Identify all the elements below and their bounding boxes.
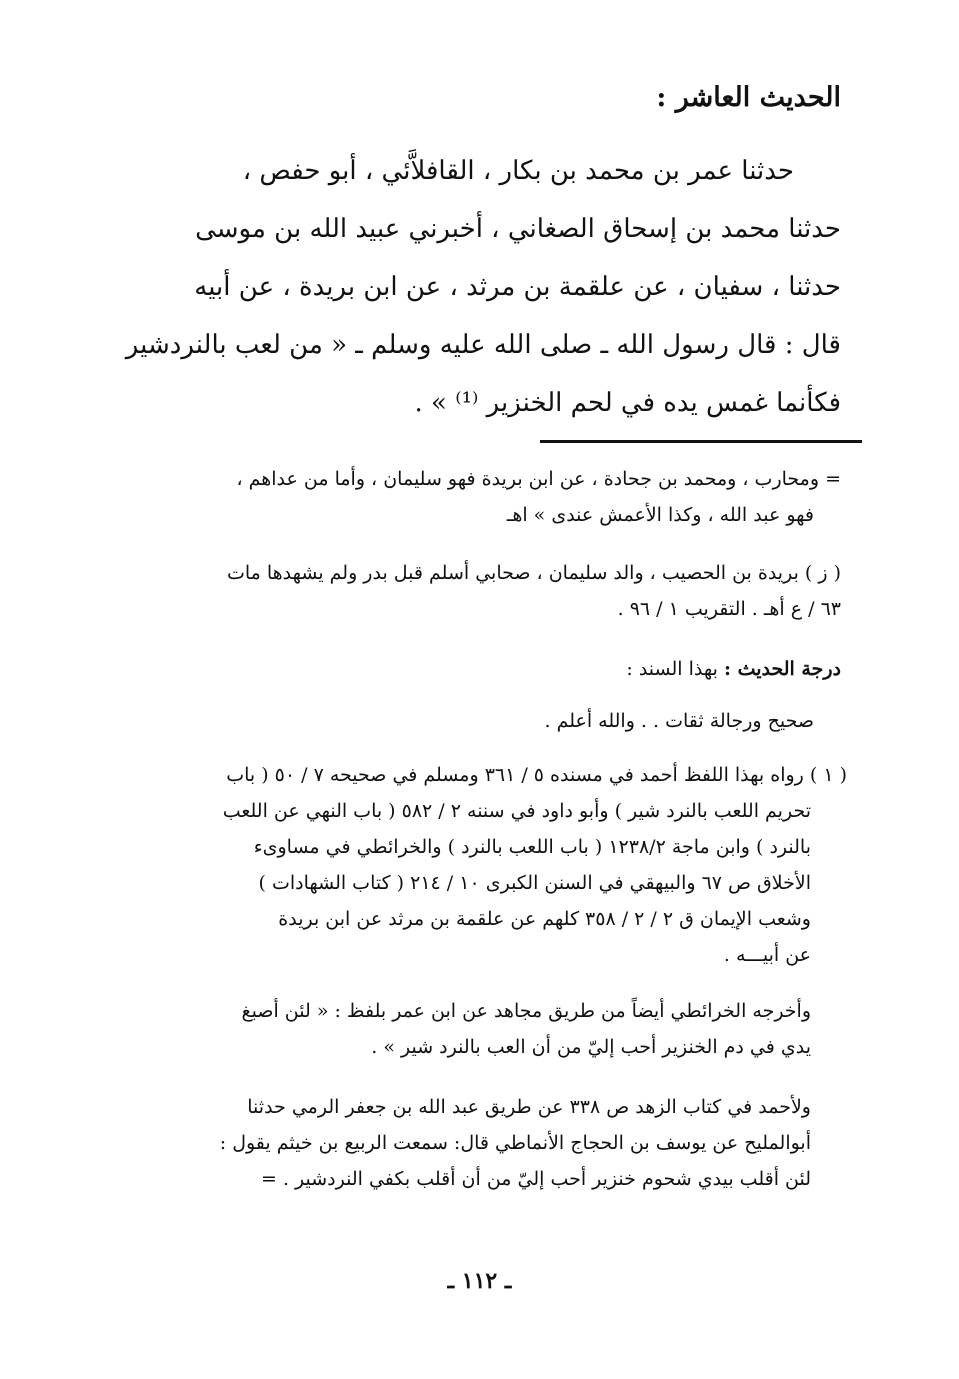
note-continued-line: فهو عبد الله ، وكذا الأعمش عندى » اهـ <box>506 504 814 526</box>
note-z-line: ٦٣ / ع أهـ . التقريب ١ / ٩٦ . <box>617 598 841 620</box>
note-continued-line: = ومحارب ، ومحمد بن جحادة ، عن ابن بريدة فهو سليمان ، وأما من عداهم ، <box>236 468 841 490</box>
footnote-1-line: ( ١ ) رواه بهذا اللفظ أحمد في مسنده ٥ / ٣٦١ ومسلم في صحيحه ٧ / ٥٠ ( باب <box>226 764 847 786</box>
grade-line-2: صحيح ورجالة ثقات . . والله أعلم . <box>544 710 814 732</box>
footnote-1-line: بالنرد ) وابن ماجة ١٢٣٨/٢ ( باب اللعب بالنرد ) والخرائطي في مساوىء <box>253 836 811 858</box>
page-number: ـ ١١٢ ـ <box>447 1268 512 1294</box>
hadith-line: حدثنا عمر بن محمد بن بكار ، القافلاَّئي ، أبو حفص ، <box>242 156 794 186</box>
hadith-line: قال : قال رسول الله ـ صلى الله عليه وسلم ـ « من لعب بالنردشير <box>125 330 841 360</box>
footnote-1-line: وشعب الإيمان ق ٢ / ٢ / ٣٥٨ كلهم عن علقمة بن مرثد عن ابن بريدة <box>278 908 811 930</box>
footnote-para3-line: لئن أقلب بيدي شحوم خنزير أحب إليّ من أن أقلب بكفي النردشير . = <box>260 1168 811 1190</box>
hadith-line: حدثنا ، سفيان ، عن علقمة بن مرثد ، عن ابن بريدة ، عن أبيه <box>194 272 841 302</box>
footnote-1-line: تحريم اللعب بالنرد شير ) وأبو داود في سننه ٢ / ٥٨٢ ( باب النهي عن اللعب <box>222 800 811 822</box>
footnote-para3-line: أبوالمليح عن يوسف بن الحجاج الأنماطي قال: سمعت الربيع بن خيثم يقول : <box>219 1132 811 1154</box>
grade-line <box>626 658 841 680</box>
footnote-1-line: الأخلاق ص ٦٧ والبيهقي في السنن الكبرى ١٠ / ٢١٤ ( كتاب الشهادات ) <box>258 872 811 894</box>
footnote-para2-line: يدي في دم الخنزير أحب إليّ من أن العب بالنرد شير » . <box>371 1036 811 1058</box>
hadith-line: فكأنما غمس يده في لحم الخنزير ⁽¹⁾ » . <box>414 388 841 418</box>
grade-label: درجة الحديث : <box>723 658 841 680</box>
grade-text: بهذا السند : <box>626 658 718 680</box>
hadith-heading: الحديث العاشر : <box>656 82 841 113</box>
footnote-separator <box>540 440 862 443</box>
note-z-line: ( ز ) بريدة بن الحصيب ، والد سليمان ، صحابي أسلم قبل بدر ولم يشهدها مات <box>226 562 841 584</box>
footnote-1-line: عن أبيـــه . <box>723 944 811 966</box>
hadith-line: حدثنا محمد بن إسحاق الصغاني ، أخبرني عبيد الله بن موسى <box>195 214 841 244</box>
footnote-para3-line: ولأحمد في كتاب الزهد ص ٣٣٨ عن طريق عبد الله بن جعفر الرمي حدثنا <box>247 1096 811 1118</box>
footnote-para2-line: وأخرجه الخرائطي أيضاً من طريق مجاهد عن ابن عمر بلفظ : « لئن أصبغ <box>241 1000 811 1022</box>
